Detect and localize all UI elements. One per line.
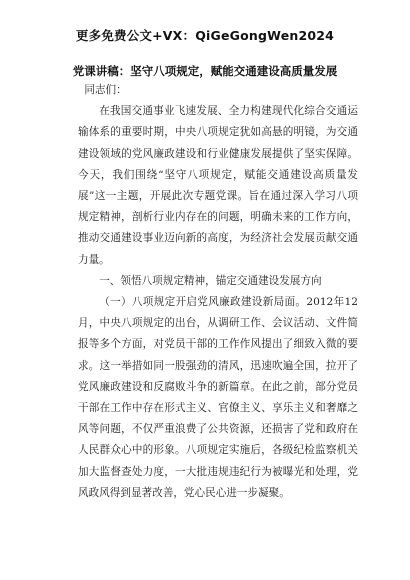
salutation: 同志们： — [84, 84, 127, 96]
paragraph-intro: 在我国交通事业飞速发展、全力构建现代化综合交通运输体系的重要时期，中央八项规定犹如高悬的明镜，为交通建设领域的党风廉政建设和行业健康发展提供了坚实保障。今天，我们围绕“坚守八项规定，赋能交通建设高质量发展”这一主题，开展此次专题党课。旨在通过深入学习八项规定精神，剖析行业内存在的问题，明确未来的工作方向，推动交通建设事业迈向新的高度，为经济社会发展贡献交通力量。 — [78, 105, 358, 266]
document-title: 党课讲稿：坚守八项规定，赋能交通建设高质量发展 — [72, 64, 338, 78]
promo-header: 更多免费公文+VX：QiGeGongWen2024 — [75, 28, 335, 43]
paragraph-section-1-1: （一）八项规定开启党风廉政建设新局面。2012年12月，中央八项规定的出台，从调研工作、会议活动、文件简报等多个方面，对党员干部的工作作风提出了细致入微的要求。这一举措如同一股强劲的清风，迅速吹遍全国，拉开了党风廉政建设和反腐败斗争的新篇章。在此之前，部分党员干部在工作中存在形式主义、官僚主义、享乐主义和奢靡之风等问题，不仅严重浪费了公共资源，还损害了党和政府在人民群众心中的形象。八项规定实施后，各级纪检监察机关加大监督查处力度，一大批违规违纪行为被曝光和处理，党风政风得到显著改善，党心民心进一步凝聚。 — [78, 296, 358, 499]
document-body — [78, 80, 358, 504]
section-heading-1: 一、领悟八项规定精神，锚定交通建设发展方向 — [99, 274, 322, 287]
